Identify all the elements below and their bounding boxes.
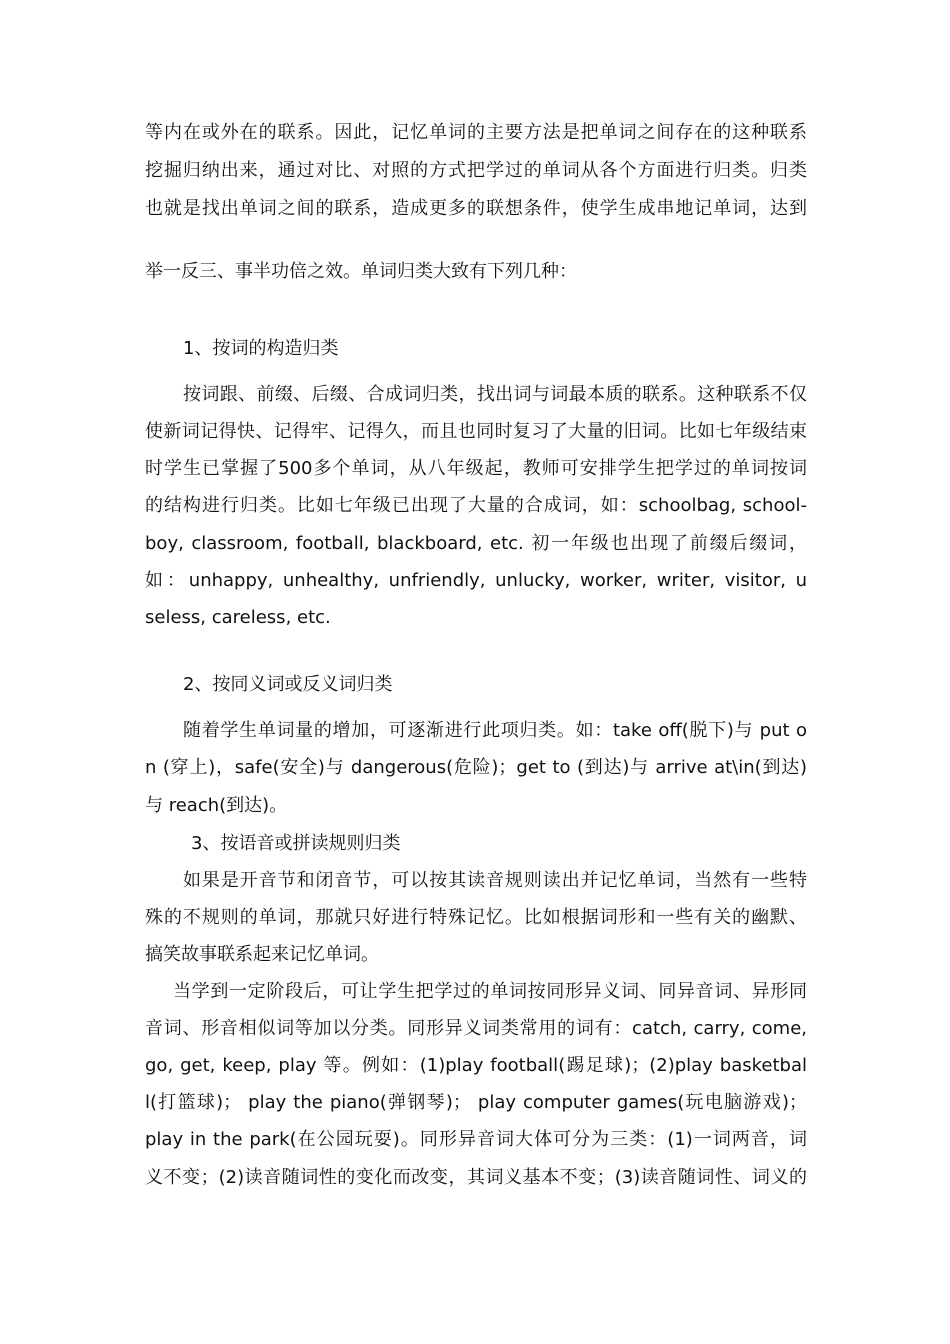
section3-line: 殊的不规则的单词，那就只好进行特殊记忆。比如根据词形和一些有关的幽默、	[145, 907, 807, 928]
section1-line: 按词跟、前缀、后缀、合成词归类，找出词与词最本质的联系。这种联系不仅	[183, 384, 807, 405]
section-heading-3: 3、按语音或拼读规则归类	[191, 833, 401, 854]
section1-line: seless, careless, etc.	[145, 607, 331, 628]
section-heading-1: 1、按词的构造归类	[183, 338, 339, 359]
section2-line: 与 reach(到达)。	[145, 795, 288, 816]
section1-line: 如：unhappy, unhealthy, unfriendly, unlucky, worker, writer, visitor, u	[145, 570, 807, 591]
para4-line: go, get, keep, play 等。例如：(1)play football(踢足球)；(2)play basketbal	[145, 1055, 807, 1076]
section1-line: boy, classroom, football, blackboard, etc. 初一年级也出现了前缀后缀词，	[145, 533, 807, 554]
para4-line: 义不变；(2)读音随词性的变化而改变，其词义基本不变；(3)读音随词性、词义的	[145, 1167, 807, 1188]
para4-line: l(打篮球)； play the piano(弹钢琴)； play computer games(玩电脑游戏)；	[145, 1092, 807, 1113]
section1-line: 时学生已掌握了500多个单词，从八年级起，教师可安排学生把学过的单词按词	[145, 458, 807, 479]
intro-line: 举一反三、事半功倍之效。单词归类大致有下列几种：	[145, 261, 577, 282]
para4-line: play in the park(在公园玩耍)。同形异音词大体可分为三类：(1)一词两音，词	[145, 1129, 807, 1150]
section3-line: 搞笑故事联系起来记忆单词。	[145, 944, 379, 965]
section2-line: 随着学生单词量的增加，可逐渐进行此项归类。如：take off(脱下)与 put o	[183, 720, 807, 741]
para4-line: 当学到一定阶段后，可让学生把学过的单词按同形异义词、同异音词、异形同	[173, 981, 807, 1002]
section3-line: 如果是开音节和闭音节，可以按其读音规则读出并记忆单词，当然有一些特	[183, 870, 807, 891]
intro-line: 也就是找出单词之间的联系，造成更多的联想条件，使学生成串地记单词，达到	[145, 198, 807, 219]
section1-line: 使新词记得快、记得牢、记得久，而且也同时复习了大量的旧词。比如七年级结束	[145, 421, 807, 442]
para4-line: 音词、形音相似词等加以分类。同形异义词类常用的词有：catch, carry, come,	[145, 1018, 807, 1039]
intro-line: 挖掘归纳出来，通过对比、对照的方式把学过的单词从各个方面进行归类。归类	[145, 160, 807, 181]
section1-line: 的结构进行归类。比如七年级已出现了大量的合成词，如：schoolbag, school-	[145, 495, 807, 516]
intro-line: 等内在或外在的联系。因此，记忆单词的主要方法是把单词之间存在的这种联系	[145, 122, 807, 143]
section-heading-2: 2、按同义词或反义词归类	[183, 674, 393, 695]
section2-line: n (穿上)，safe(安全)与 dangerous(危险)；get to (到达)与 arrive at\in(到达)	[145, 757, 807, 778]
